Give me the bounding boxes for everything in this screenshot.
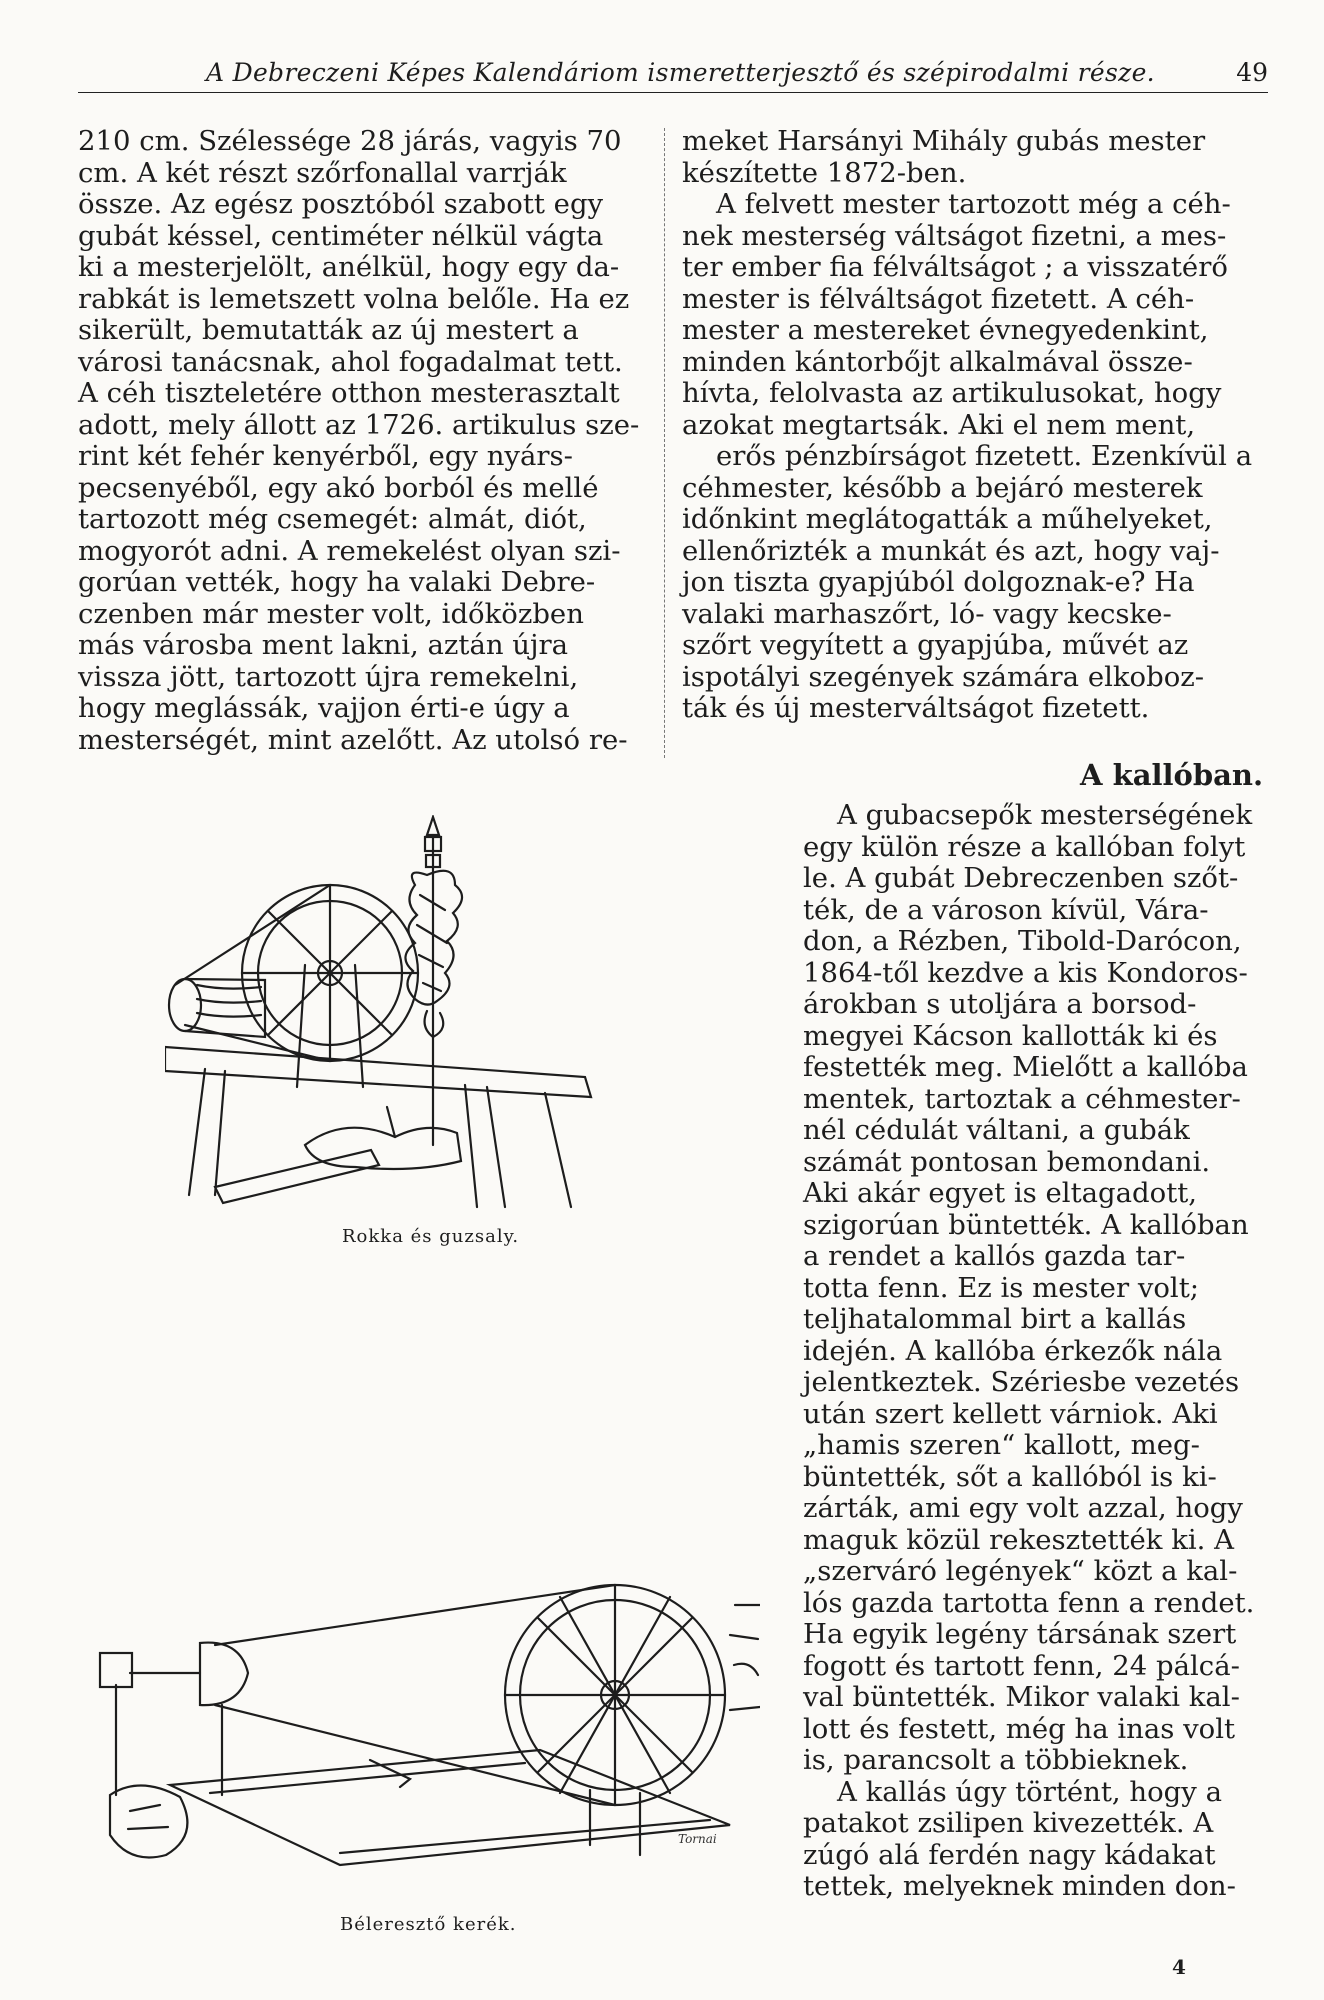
text-line: czenben már mester volt, időközben <box>78 597 584 630</box>
text-line: „szerváró legények“ közt a kal- <box>803 1555 1238 1587</box>
text-line: rabkát is lemetszett volna belőle. Ha ez <box>78 282 630 315</box>
running-header <box>78 56 1268 93</box>
text-line: festették meg. Mielőtt a kallóba <box>803 1051 1248 1083</box>
text-line: fogott és tartott fenn, 24 pálcá- <box>803 1649 1240 1682</box>
text-line: vissza jött, tartozott újra remekelni, <box>78 660 579 693</box>
figure-caption-2: Béleresztő kerék. <box>340 1914 517 1935</box>
column-divider <box>664 128 665 758</box>
text-line: lott és festett, még ha inas volt <box>803 1712 1236 1745</box>
text-line: idején. A kallóba érkezők nála <box>803 1334 1223 1367</box>
text-line: gorúan vették, hogy ha valaki Debre- <box>78 566 596 598</box>
text-line: ter ember fia félváltságot ; a visszatérő <box>682 251 1228 283</box>
text-line: cm. A két részt szőrfonallal varrják <box>78 156 567 189</box>
text-line: össze. Az egész posztóból szabott egy <box>78 188 604 220</box>
text-line: don, a Rézben, Tibold-Darócon, <box>803 925 1242 957</box>
text-line: jon tiszta gyapjúból dolgoznak-e? Ha <box>682 566 1195 598</box>
text-line: val büntették. Mikor valaki kal- <box>803 1681 1240 1713</box>
text-line: rint két fehér kenyérből, egy nyárs- <box>78 440 573 472</box>
text-line: egy külön része a kallóban folyt <box>803 830 1246 863</box>
text-line: azokat megtartsák. Aki el nem ment, <box>682 408 1196 441</box>
text-line: készítette 1872-ben. <box>682 156 967 189</box>
text-line: tartozott még csemegét: almát, diót, <box>78 503 587 535</box>
text-line: számát pontosan bemondani. <box>803 1145 1211 1178</box>
text-line: maguk közül rekesztették ki. A <box>803 1523 1235 1556</box>
text-line: céhmester, később a bejáró mesterek <box>682 471 1203 504</box>
text-line: után szert kellett várniok. Aki <box>803 1397 1218 1430</box>
text-line: zárták, ami egy volt azzal, hogy <box>803 1492 1243 1524</box>
text-line: meket Harsányi Mihály gubás mester <box>682 125 1206 157</box>
text-line: más városba ment lakni, aztán újra <box>78 629 569 661</box>
header-title: A Debreczeni Képes Kalendáriom ismeretterjesztő és szépirodalmi része. <box>206 58 1155 87</box>
right-column-top <box>682 126 1254 725</box>
text-line: mester is félváltságot fizetett. A céh- <box>682 282 1195 315</box>
text-line: tettek, melyeknek minden don- <box>803 1870 1236 1902</box>
text-line: A kallás úgy történt, hogy a <box>837 1775 1222 1808</box>
text-line: büntették, sőt a kallóból is ki- <box>803 1460 1217 1493</box>
text-line: Aki akár egyet is eltagadott, <box>803 1177 1198 1209</box>
text-line: a rendet a kallós gazda tar- <box>803 1240 1186 1272</box>
text-line: le. A gubát Debreczenben szőt- <box>803 862 1239 894</box>
text-line: mogyorót adni. A remekelést olyan szi- <box>78 534 621 567</box>
text-line: szőrt vegyített a gyapjúba, művét az <box>682 629 1189 661</box>
text-line: időnkint meglátogatták a műhelyeket, <box>682 503 1213 535</box>
text-line: városi tanácsnak, ahol fogadalmat tett. <box>78 345 623 378</box>
text-line: 1864-től kezdve a kis Kondoros- <box>803 956 1248 989</box>
text-line: teljhatalommal birt a kallás <box>803 1303 1187 1335</box>
text-line: jelentkeztek. Szériesbe vezetés <box>803 1366 1240 1398</box>
text-line: valaki marhaszőrt, ló- vagy kecske- <box>682 597 1172 630</box>
section-heading: A kallóban. <box>1080 758 1264 792</box>
text-line: mesterségét, mint azelőtt. Az utolsó re- <box>78 723 628 756</box>
text-line: patakot zsilipen kivezették. A <box>803 1807 1214 1839</box>
bobbin-wheel-illustration <box>70 1535 760 1875</box>
text-line: sikerült, bemutatták az új mestert a <box>78 314 579 346</box>
text-line: ellenőrizték a munkát és azt, hogy vaj- <box>682 534 1220 567</box>
text-line: árokban s utoljára a borsod- <box>803 988 1197 1020</box>
text-line: totta fenn. Ez is mester volt; <box>803 1271 1200 1304</box>
text-line: is, parancsolt a többieknek. <box>803 1744 1189 1776</box>
text-line: erős pénzbírságot fizetett. Ezenkívül a <box>716 440 1253 472</box>
spinning-wheel-illustration <box>165 815 735 1220</box>
text-line: minden kántorbőjt alkalmával össze- <box>682 345 1193 378</box>
illustrator-signature: Tornai <box>678 1832 717 1846</box>
text-line: gubát késsel, centiméter nélkül vágta <box>78 219 604 252</box>
text-line: pecsenyéből, egy akó borból és mellé <box>78 471 599 504</box>
text-line: ták és új mesterváltságot fizetett. <box>682 692 1150 724</box>
text-line: hívta, felolvasta az artikulusokat, hogy <box>682 377 1222 409</box>
text-line: A gubacsepők mesterségének <box>837 799 1253 831</box>
text-line: A céh tiszteletére otthon mesterasztalt <box>78 377 620 409</box>
text-line: ispotályi szegények számára elkoboz- <box>682 660 1205 693</box>
page-number: 49 <box>1236 58 1268 87</box>
text-line: hogy meglássák, vajjon érti-e úgy a <box>78 692 570 724</box>
text-line: lós gazda tartotta fenn a rendet. <box>803 1586 1255 1619</box>
text-line: ték, de a városon kívül, Vára- <box>803 893 1209 926</box>
text-line: A felvett mester tartozott még a céh- <box>716 188 1231 220</box>
right-column-bottom <box>803 800 1255 1903</box>
signature-folio: 4 <box>1172 1955 1186 1979</box>
figure-caption-1: Rokka és guzsaly. <box>342 1226 520 1247</box>
text-line: szigorúan büntették. A kallóban <box>803 1208 1249 1241</box>
left-column <box>78 126 648 756</box>
text-line: nek mesterség váltságot fizetni, a mes- <box>682 219 1227 252</box>
text-line: megyei Kácson kallották ki és <box>803 1019 1218 1052</box>
text-line: zúgó alá ferdén nagy kádakat <box>803 1838 1216 1871</box>
text-line: nél cédulát váltani, a gubák <box>803 1114 1190 1146</box>
text-line: Ha egyik legény társának szert <box>803 1618 1237 1650</box>
text-line: ki a mesterjelölt, anélkül, hogy egy da- <box>78 251 620 283</box>
text-line: 210 cm. Szélessége 28 járás, vagyis 70 <box>78 125 622 157</box>
text-line: „hamis szeren“ kallott, meg- <box>803 1429 1200 1461</box>
text-line: mester a mestereket évnegyedenkint, <box>682 314 1209 346</box>
text-line: mentek, tartoztak a céhmester- <box>803 1082 1241 1115</box>
text-line: adott, mely állott az 1726. artikulus sze- <box>78 408 640 441</box>
